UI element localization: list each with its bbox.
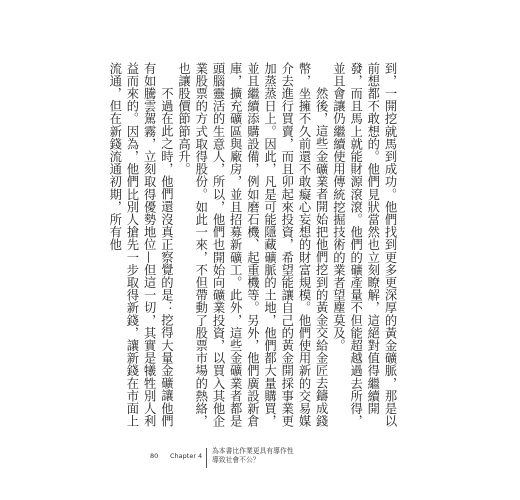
chapter-label: Chapter 4 — [170, 452, 203, 460]
running-title-line-1: 為本書比作業更具有導作性 — [212, 447, 294, 455]
paragraph-3: 不過在此之時，他們還沒真正察覺的是：挖得大量金礦讓他們有如騰雲駕霧，立刻取得優勢地位—但這一切，其實是犧牲別人利益而來的。因為，他們比別人搶先一步取得新錢，讓新錢在市面上流通，但在新錢流通初期，所有他 — [107, 62, 174, 428]
page-number: 80 — [150, 452, 159, 460]
paragraph-1: 到，一開挖就馬到成功。他們找到更多更深厚的黃金礦脈，那是以前想都不敢想的。他們見狀當然也立刻瞭解，這絕對值得繼續開發，而且馬上就能財源滾滾。他們的礦產量不但能超越過去所得，並且會讓仍繼續使用傳統挖掘技術的業者望塵莫及。 — [331, 62, 397, 428]
body-text — [106, 62, 398, 436]
footer-divider — [206, 448, 207, 468]
running-title-line-2: 導致社會不公？ — [212, 456, 260, 464]
paragraph-2: 然後，這些金礦業者開始把他們挖到的黃金交給金匠去鑄成錢幣，坐擁不久前還不敢癡心妄想的財富規模。他們使用新的交易媒介去進行買賣，而且卯起來投資，希望能讓自己的黃金開採事業更加蒸蒸日上。因此，凡是可能隱藏礦脈的土地，他們都大量購買，並且繼續添購設備，例如磨石機、起重機等。另外，他們廣設新倉庫，擴充礦區與廠房，並且招募新礦工。此外，這些金礦業者都是頭腦靈活的生意人，所以，他們也開始向礦業投資，以買入其他企業股票的方式取得股份。如此一來，不但帶動了股票市場的熱絡，也讓股價節節高升。 — [176, 62, 329, 428]
running-title — [212, 447, 302, 465]
